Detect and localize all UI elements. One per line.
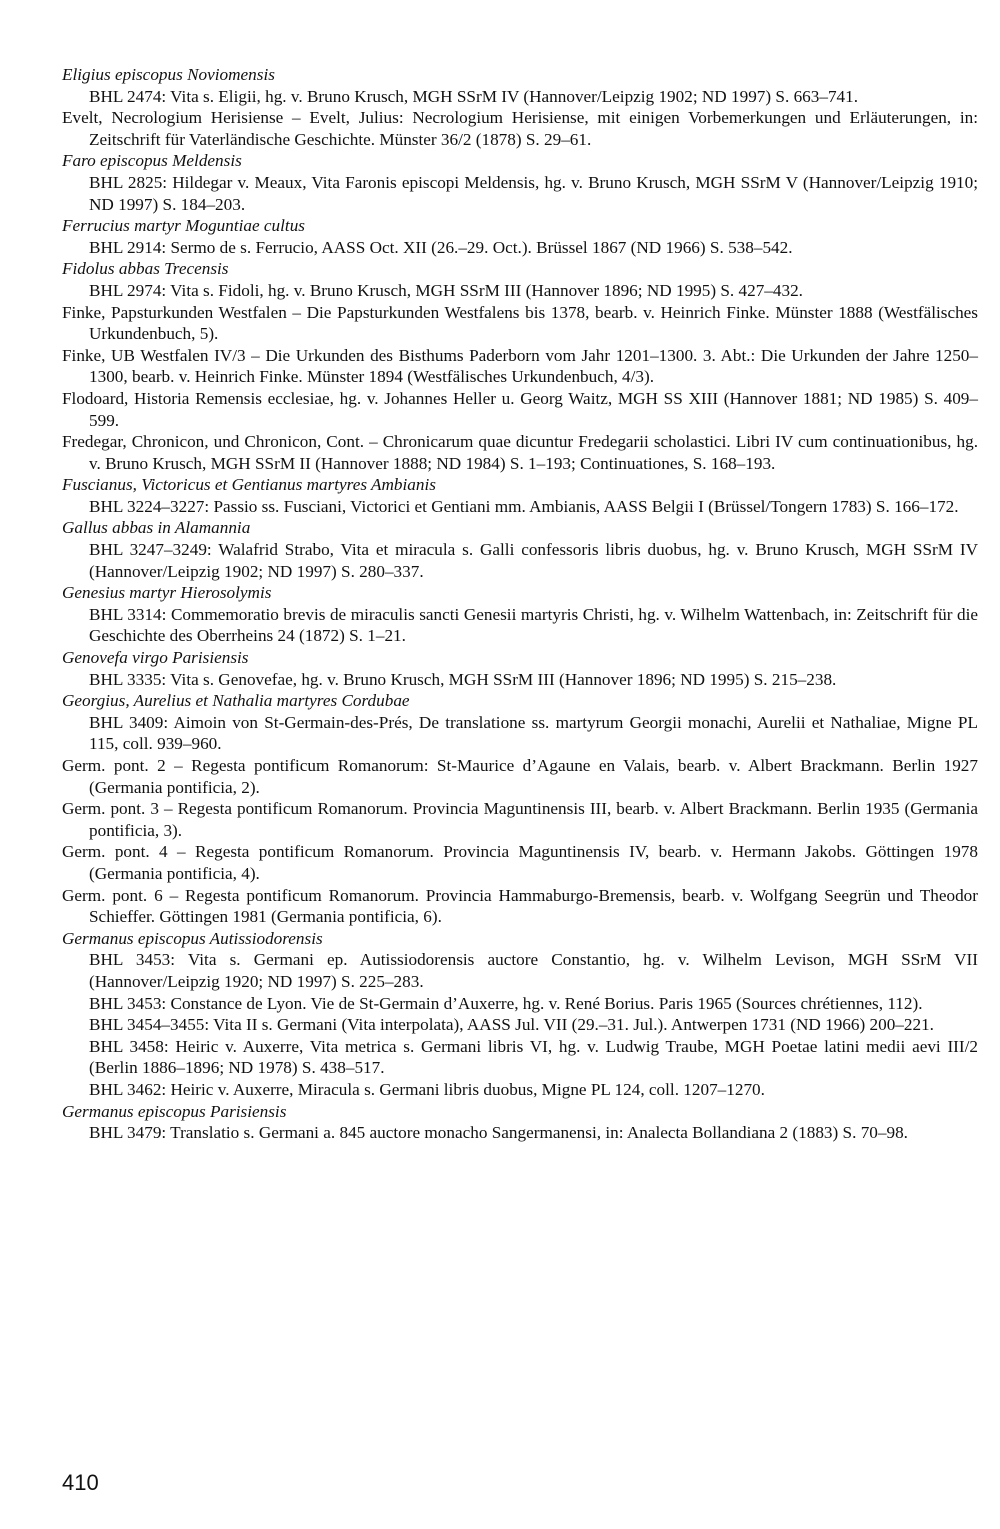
entry-heading: Fuscianus, Victoricus et Gentianus martyres Ambianis [62, 475, 436, 495]
entry-abbreviation: Germ. pont. 3 – Regesta pontificum Romanorum. Provincia Maguntinensis III, bearb. v. Albert Brackmann. Berlin 1935 (Germania pontificia, 3). [62, 799, 978, 840]
entry-reference: BHL 3462: Heiric v. Auxerre, Miracula s. Germani libris duobus, Migne PL 124, coll. 1207–1270. [89, 1079, 765, 1099]
bibliography-page [62, 64, 978, 1144]
entry-abbreviation: Germ. pont. 6 – Regesta pontificum Romanorum. Provincia Hammaburgo-Bremensis, bearb. v. Wolfgang Seegrün und Theodor Schieffer. Göttingen 1981 (Germania pontificia, 6). [62, 885, 978, 927]
entry-reference: BHL 3224–3227: Passio ss. Fusciani, Victorici et Gentiani mm. Ambianis, AASS Belgii I (Brüssel/Tongern 1783) S. 166–172. [89, 496, 959, 516]
entry-abbreviation: Evelt, Necrologium Herisiense – Evelt, Julius: Necrologium Herisiense, mit einigen Vorbemerkungen und Erläuterungen, in: Zeitschrift für Vaterländische Geschichte. Münster 36/2 (1878) S. 29–61. [62, 108, 978, 149]
entry-reference: BHL 3314: Commemoratio brevis de miraculis sancti Genesii martyris Christi, hg. v. Wilhelm Wattenbach, in: Zeitschrift für die Geschichte des Oberrheins 24 (1872) S. 1–21. [89, 604, 978, 646]
entry-reference: BHL 2914: Sermo de s. Ferrucio, AASS Oct. XII (26.–29. Oct.). Brüssel 1867 (ND 1966) S. 538–542. [89, 237, 793, 257]
entry-heading: Faro episcopus Meldensis [62, 151, 242, 171]
entry-heading: Ferrucius martyr Moguntiae cultus [62, 216, 305, 236]
entry-reference: BHL 3335: Vita s. Genovefae, hg. v. Bruno Krusch, MGH SSrM III (Hannover 1896; ND 1995) S. 215–238. [89, 669, 837, 689]
entry-abbreviation: Finke, UB Westfalen IV/3 – Die Urkunden des Bisthums Paderborn vom Jahr 1201–1300. 3. Abt.: Die Urkunden der Jahre 1250–1300, bearb. v. Heinrich Finke. Münster 1894 (Westfälisches Urkundenbuch, 4/3). [62, 345, 978, 387]
bibliography-entries [62, 64, 978, 1144]
entry-abbreviation: Flodoard, Historia Remensis ecclesiae, hg. v. Johannes Heller u. Georg Waitz, MGH SS XIII (Hannover 1881; ND 1985) S. 409–599. [62, 388, 978, 430]
entry-abbreviation: Fredegar, Chronicon, und Chronicon, Cont. – Chronicarum quae dicuntur Fredegarii scholastici. Libri IV cum continuationibus, hg. v. Bruno Krusch, MGH SSrM II (Hannover 1888; ND 1984) S. 1–193; Continuationes, S. 168–193. [62, 432, 978, 473]
entry-abbreviation: Germ. pont. 2 – Regesta pontificum Romanorum: St-Maurice d’Agaune en Valais, bearb. v. Albert Brackmann. Berlin 1927 (Germania pontificia, 2). [62, 756, 978, 797]
entry-reference: BHL 3247–3249: Walafrid Strabo, Vita et miracula s. Galli confessoris libris duobus, hg. v. Bruno Krusch, MGH SSrM IV (Hannover/Leipzig 1902; ND 1997) S. 280–337. [89, 540, 978, 581]
entry-reference: BHL 2974: Vita s. Fidoli, hg. v. Bruno Krusch, MGH SSrM III (Hannover 1896; ND 1995) S. 427–432. [89, 280, 803, 300]
entry-reference: BHL 3454–3455: Vita II s. Germani (Vita interpolata), AASS Jul. VII (29.–31. Jul.). Antwerpen 1731 (ND 1966) 200–221. [89, 1015, 934, 1035]
entry-heading: Genovefa virgo Parisiensis [62, 648, 249, 668]
entry-heading: Fidolus abbas Trecensis [62, 259, 229, 279]
entry-heading: Germanus episcopus Parisiensis [62, 1101, 287, 1121]
entry-heading: Eligius episcopus Noviomensis [62, 65, 275, 84]
entry-abbreviation: Germ. pont. 4 – Regesta pontificum Romanorum. Provincia Maguntinensis IV, bearb. v. Hermann Jakobs. Göttingen 1978 (Germania pontificia, 4). [62, 842, 978, 883]
entry-heading: Genesius martyr Hierosolymis [62, 583, 272, 603]
entry-reference: BHL 2474: Vita s. Eligii, hg. v. Bruno Krusch, MGH SSrM IV (Hannover/Leipzig 1902; ND 1997) S. 663–741. [89, 86, 859, 106]
entry-heading: Gallus abbas in Alamannia [62, 518, 251, 538]
entry-reference: BHL 3409: Aimoin von St-Germain-des-Prés, De translatione ss. martyrum Georgii monachi, Aurelii et Nathaliae, Migne PL 115, coll. 939–960. [89, 712, 978, 754]
page-number: 410 [62, 1470, 99, 1495]
entry-reference: BHL 3458: Heiric v. Auxerre, Vita metrica s. Germani libris VI, hg. v. Ludwig Traube, MGH Poetae latini medii aevi III/2 (Berlin 1886–1896; ND 1978) S. 438–517. [89, 1036, 978, 1078]
entry-heading: Germanus episcopus Autissiodorensis [62, 928, 323, 948]
entry-reference: BHL 2825: Hildegar v. Meaux, Vita Faronis episcopi Meldensis, hg. v. Bruno Krusch, MGH SSrM V (Hannover/Leipzig 1910; ND 1997) S. 184–203. [89, 172, 978, 214]
entry-reference: BHL 3453: Constance de Lyon. Vie de St-Germain d’Auxerre, hg. v. René Borius. Paris 1965 (Sources chrétiennes, 112). [89, 993, 923, 1013]
entry-reference: BHL 3479: Translatio s. Germani a. 845 auctore monacho Sangermanensi, in: Analecta Bollandiana 2 (1883) S. 70–98. [89, 1123, 908, 1143]
entry-abbreviation: Finke, Papsturkunden Westfalen – Die Papsturkunden Westfalens bis 1378, bearb. v. Heinrich Finke. Münster 1888 (Westfälisches Urkundenbuch, 5). [62, 302, 978, 344]
entry-reference: BHL 3453: Vita s. Germani ep. Autissiodorensis auctore Constantio, hg. v. Wilhelm Levison, MGH SSrM VII (Hannover/Leipzig 1920; ND 1997) S. 225–283. [89, 950, 978, 991]
entry-heading: Georgius, Aurelius et Nathalia martyres Cordubae [62, 691, 410, 711]
